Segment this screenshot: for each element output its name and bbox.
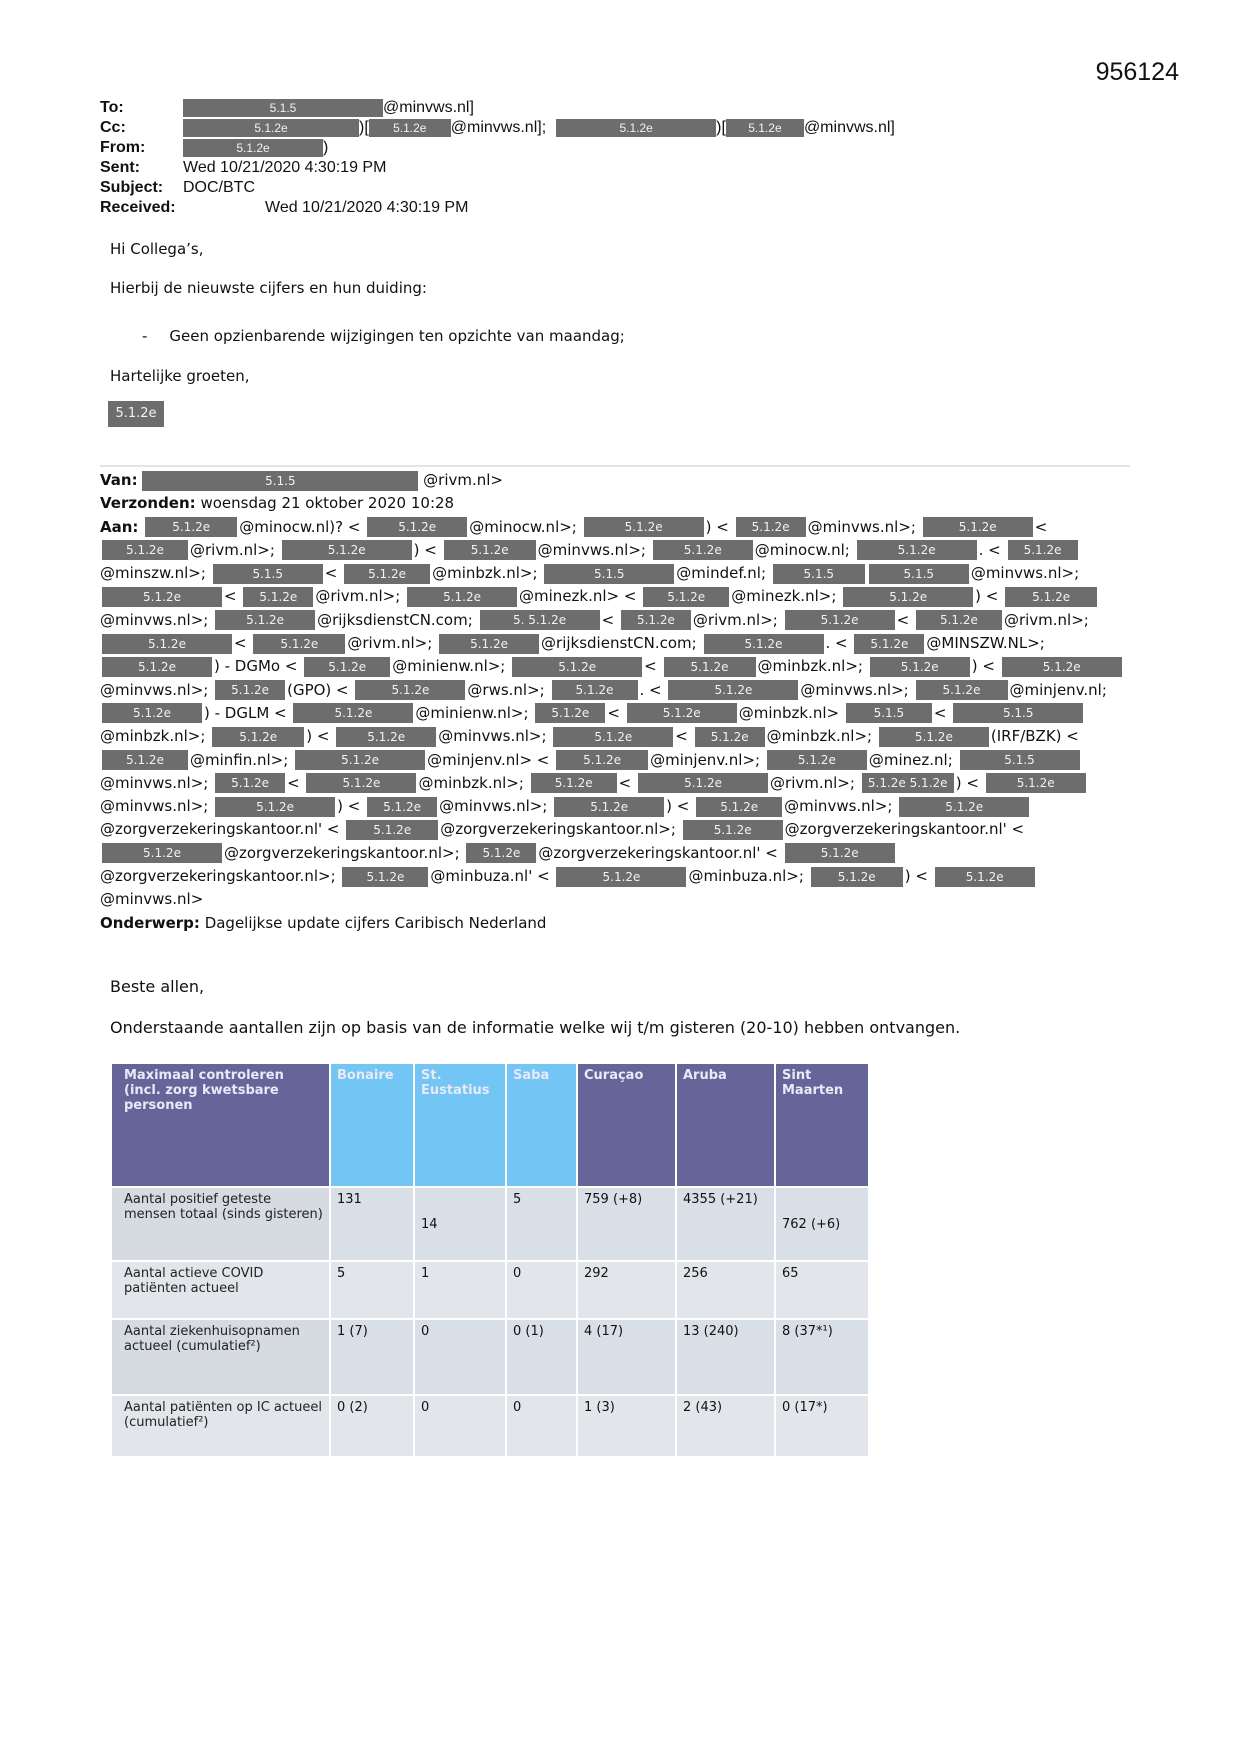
onderwerp-value: Dagelijkse update cijfers Caribisch Nederland	[204, 913, 547, 932]
redaction: 5.1.2e	[870, 657, 970, 677]
recipient-address: @minvws.nl>;	[100, 680, 209, 699]
redaction: 5.1.2e	[843, 587, 973, 607]
van-row	[100, 469, 1140, 492]
table-cell: 14	[414, 1187, 506, 1261]
redaction: 5.1.2e	[556, 119, 716, 137]
recipient-address: <	[607, 703, 620, 722]
redaction: 5.1.2e	[899, 797, 1029, 817]
redaction: 5.1.2e	[466, 843, 536, 863]
redaction: 5.1.2e	[367, 797, 437, 817]
recipient-address: @minvws.nl>;	[784, 797, 893, 816]
cc-label: Cc:	[100, 119, 126, 136]
recipient-address: @minbuza.nl>;	[688, 867, 804, 886]
redaction: 5.1.2e	[212, 727, 304, 747]
redaction: 5.1.2e	[183, 139, 323, 157]
received-row	[100, 198, 895, 218]
recipient-address: @minvws.nl>;	[800, 680, 909, 699]
redaction: 5.1.2e	[923, 517, 1033, 537]
redaction: 5.1.2e	[342, 867, 428, 887]
recipient-address: <	[896, 610, 910, 629]
recipient-address: ) - DGLM <	[204, 703, 287, 722]
redaction: 5.1.2e	[767, 750, 867, 770]
recipient-address: @minvws.nl>;	[439, 797, 548, 816]
redaction: 5.1.2e	[736, 517, 806, 537]
redaction: 5.1.5	[960, 750, 1080, 770]
redaction: 5.1.2e	[916, 680, 1008, 700]
row-label: Aantal positief geteste mensen totaal (sinds gisteren)	[111, 1187, 330, 1261]
table-cell: 8 (37*¹)	[775, 1319, 869, 1395]
recipient-address: <	[618, 773, 632, 792]
table-cell: 4 (17)	[577, 1319, 676, 1395]
recipient-address: <	[224, 587, 237, 606]
recipient-address: @minienw.nl>;	[415, 703, 529, 722]
recipient-address: <	[601, 610, 615, 629]
recipient-address: @rws.nl>;	[467, 680, 545, 699]
to-label: To:	[100, 99, 124, 116]
redaction: 5.1.2e	[704, 634, 824, 654]
redaction: 5.1.2e	[879, 727, 989, 747]
redaction: 5.1.5	[213, 564, 323, 584]
redaction: 5.1.2e	[215, 680, 285, 700]
redaction: 5.1.2e	[857, 540, 977, 560]
subject-row	[100, 178, 895, 198]
sent-label: Sent:	[100, 159, 140, 176]
redaction: 5.1.2e	[369, 119, 451, 137]
recipient-address: @minbzk.nl>;	[432, 564, 538, 583]
recipient-address: @rivm.nl>;	[190, 540, 275, 559]
document-number: 956124	[1095, 58, 1179, 86]
redaction: 5.1.5	[773, 564, 865, 584]
recipient-address: <	[287, 773, 300, 792]
redaction: 5.1.2e	[102, 634, 232, 654]
recipient-address: @minbzk.nl>;	[418, 773, 524, 792]
table-row	[111, 1261, 869, 1319]
table-cell: 292	[577, 1261, 676, 1319]
recipient-address: @zorgverzekeringskantoor.nl' <	[784, 820, 1025, 839]
redaction: 5.1.2e	[145, 517, 237, 537]
recipient-address: @minvws.nl>;	[438, 727, 547, 746]
recipient-address: @minjenv.nl> <	[427, 750, 550, 769]
redaction: 5.1.2e	[653, 540, 753, 560]
recipient-address: @minvws.nl>;	[100, 610, 209, 629]
redaction: 5.1.2e	[986, 773, 1086, 793]
redaction: 5.1.2e	[102, 703, 202, 723]
redaction: 5.1.2e	[253, 634, 345, 654]
redaction: 5.1.2e	[215, 773, 285, 793]
table-cell: 0	[414, 1395, 506, 1457]
redaction: 5.1.2e	[306, 773, 416, 793]
greeting-2: Beste allen,	[110, 977, 205, 996]
redaction: 5.1.5	[142, 471, 418, 491]
forwarded-header	[100, 469, 1140, 935]
redaction: 5.1.2e	[695, 727, 765, 747]
redaction: 5.1.2e	[683, 820, 783, 840]
redaction: 5.1.2e	[531, 773, 617, 793]
recipient-address: @minbzk.nl>;	[757, 657, 863, 676]
recipient-address: @minvws.nl>	[100, 890, 204, 909]
table-row	[111, 1187, 869, 1261]
recipient-address: . <	[978, 540, 1001, 559]
redaction: 5.1.2e 5.1.2e	[862, 773, 954, 793]
subject-label: Subject:	[100, 179, 164, 196]
redaction: 5.1.2e	[102, 750, 188, 770]
recipient-address: @minjenv.nl;	[1009, 680, 1107, 699]
redaction: 5.1.5	[953, 703, 1083, 723]
row-label: Aantal patiënten op IC actueel (cumulatief²)	[111, 1395, 330, 1457]
column-header: Curaçao	[577, 1063, 676, 1187]
recipient-address: @minfin.nl>;	[190, 750, 289, 769]
redaction: 5.1.2e	[282, 540, 412, 560]
redaction: 5.1.2e	[344, 564, 430, 584]
column-header: Sint Maarten	[775, 1063, 869, 1187]
redaction: 5.1.2e	[621, 610, 691, 630]
recipient-address: ) <	[413, 540, 437, 559]
verzonden-row	[100, 492, 1140, 515]
sent-value: Wed 10/21/2020 4:30:19 PM	[183, 159, 387, 176]
recipient-address: @rivm.nl>;	[692, 610, 778, 629]
table-cell: 13 (240)	[676, 1319, 775, 1395]
recipient-address: @minbzk.nl>;	[766, 727, 873, 746]
van-value: @rivm.nl>	[423, 471, 503, 489]
subject-value: DOC/BTC	[183, 179, 255, 196]
signature-redaction: 5.1.2e	[108, 401, 164, 427]
redaction: 5.1.2e	[512, 657, 642, 677]
table-cell: 759 (+8)	[577, 1187, 676, 1261]
table-cell: 0 (1)	[506, 1319, 577, 1395]
aan-label: Aan:	[100, 517, 139, 536]
redaction: 5.1.2e	[295, 750, 425, 770]
received-value: Wed 10/21/2020 4:30:19 PM	[265, 199, 469, 216]
redaction: 5.1.2e	[293, 703, 413, 723]
redaction: 5. 5.1.2e	[480, 610, 600, 630]
redaction: 5.1.2e	[643, 587, 729, 607]
column-header: St. Eustatius	[414, 1063, 506, 1187]
recipient-address: @minvws.nl>;	[537, 540, 646, 559]
recipient-address: @minbzk.nl>	[738, 703, 840, 722]
recipient-address: ) <	[971, 657, 995, 676]
recipient-address: @minvws.nl>;	[100, 773, 209, 792]
column-header: Bonaire	[330, 1063, 414, 1187]
redaction: 5.1.2e	[854, 634, 924, 654]
recipient-address: <	[675, 727, 688, 746]
redaction: 5.1.2e	[102, 843, 222, 863]
redaction: 5.1.2e	[346, 820, 438, 840]
intro-2: Onderstaande aantallen zijn op basis van de informatie welke wij t/m gisteren (20-10) hebben ontvangen.	[110, 1018, 961, 1037]
email-header	[100, 98, 895, 218]
recipient-address: ) <	[975, 587, 999, 606]
redaction: 5.1.2e	[785, 610, 895, 630]
recipient-address: <	[644, 657, 657, 676]
recipient-address: @zorgverzekeringskantoor.nl>;	[224, 843, 460, 862]
redaction: 5.1.2e	[102, 540, 188, 560]
greeting: Hi Collega’s,	[110, 240, 204, 258]
from-row: From: 5.1.2e )	[100, 139, 329, 156]
redaction: 5.1.2e	[935, 867, 1035, 887]
redaction: 5.1.2e	[638, 773, 768, 793]
recipient-address: ) <	[705, 517, 729, 536]
redaction: 5.1.5	[544, 564, 674, 584]
redaction: 5.1.2e	[304, 657, 390, 677]
from-label: From:	[100, 139, 146, 156]
van-label: Van:	[100, 471, 138, 489]
recipient-address: ) <	[337, 797, 361, 816]
redaction: 5.1.2e	[553, 727, 673, 747]
redaction: 5.1.2e	[664, 657, 756, 677]
redaction: 5.1.2e	[444, 540, 536, 560]
redaction: 5.1.2e	[811, 867, 903, 887]
redaction: 5.1.2e	[243, 587, 313, 607]
redaction: 5.1.2e	[1002, 657, 1122, 677]
redaction: 5.1.2e	[336, 727, 436, 747]
redaction: 5.1.2e	[439, 634, 539, 654]
recipient-address: @rijksdienstCN.com;	[317, 610, 473, 629]
separator	[100, 465, 1130, 467]
recipient-address: @rivm.nl>;	[347, 634, 433, 653]
verzonden-label: Verzonden:	[100, 494, 196, 513]
table-cell: 0	[414, 1319, 506, 1395]
recipient-address: @MINSZW.NL>;	[926, 634, 1045, 653]
recipient-address: @rivm.nl>;	[770, 773, 855, 792]
table-cell: 1 (7)	[330, 1319, 414, 1395]
table-cell: 0 (17*)	[775, 1395, 869, 1457]
redaction: 5.1.2e	[407, 587, 517, 607]
table-row	[111, 1395, 869, 1457]
recipient-address: <	[1034, 517, 1048, 536]
recipient-address: <	[933, 703, 947, 722]
recipient-address: . <	[825, 634, 848, 653]
table-cell: 0 (2)	[330, 1395, 414, 1457]
table-cell: 2 (43)	[676, 1395, 775, 1457]
recipient-address: @zorgverzekeringskantoor.nl>;	[440, 820, 676, 839]
table-row	[111, 1319, 869, 1395]
recipient-address: @minvws.nl>;	[807, 517, 916, 536]
table-cell: 131	[330, 1187, 414, 1261]
recipient-address: ) <	[666, 797, 690, 816]
recipient-address: ) - DGMo <	[214, 657, 298, 676]
cc-value-1: @minvws.nl];	[450, 119, 547, 136]
recipient-address: @zorgverzekeringskantoor.nl' <	[538, 843, 778, 862]
column-header: Saba	[506, 1063, 577, 1187]
recipient-address: ) <	[306, 727, 330, 746]
recipient-address: @rijksdienstCN.com;	[541, 634, 697, 653]
table-cell: 1 (3)	[577, 1395, 676, 1457]
recipient-address: . <	[639, 680, 662, 699]
recipient-address: @minvws.nl>;	[100, 797, 209, 816]
recipient-address: @mindef.nl;	[676, 564, 767, 583]
recipient-address: @rivm.nl>;	[315, 587, 401, 606]
row-label: Aantal actieve COVID patiënten actueel	[111, 1261, 330, 1319]
recipient-address: @rivm.nl>;	[1003, 610, 1089, 629]
table-corner-header: Maximaal controleren (incl. zorg kwetsbare personen	[111, 1063, 330, 1187]
table-cell: 0	[506, 1395, 577, 1457]
recipient-address: @minezk.nl> <	[519, 587, 637, 606]
redaction: 5.1.2e	[1005, 587, 1097, 607]
table-cell: 5	[330, 1261, 414, 1319]
table-cell: 0	[506, 1261, 577, 1319]
recipient-address: @zorgverzekeringskantoor.nl' <	[100, 820, 340, 839]
table-cell: 5	[506, 1187, 577, 1261]
to-value: @minvws.nl]	[383, 99, 474, 116]
recipient-address: @minvws.nl>;	[970, 564, 1080, 583]
redaction: 5.1.2e	[627, 703, 737, 723]
column-header: Aruba	[676, 1063, 775, 1187]
to-row	[100, 98, 895, 118]
redaction: 5.1.2e	[102, 657, 212, 677]
redaction: 5.1.2e	[355, 680, 465, 700]
received-label: Received:	[100, 199, 176, 216]
covid-stats-table	[110, 1062, 870, 1458]
table-cell: 256	[676, 1261, 775, 1319]
redaction: 5.1.5	[846, 703, 932, 723]
recipient-address: (IRF/BZK) <	[990, 727, 1079, 746]
redaction: 5.1.2e	[696, 797, 782, 817]
row-label: Aantal ziekenhuisopnamen actueel (cumulatief²)	[111, 1319, 330, 1395]
redaction: 5.1.5	[183, 99, 383, 117]
recipient-address: @minocw.nl)? <	[239, 517, 361, 536]
redaction: 5.1.2e	[102, 587, 222, 607]
recipient-address: @minbuza.nl' <	[430, 867, 550, 886]
cc-value-2: @minvws.nl]	[803, 119, 895, 136]
redaction: 5.1.5	[869, 564, 969, 584]
closing: Hartelijke groeten,	[110, 367, 250, 385]
recipient-address: @minocw.nl;	[754, 540, 850, 559]
recipient-address: @minez.nl;	[868, 750, 953, 769]
bullet-item: - Geen opzienbarende wijzigingen ten opzichte van maandag;	[142, 327, 625, 345]
onderwerp-label: Onderwerp:	[100, 913, 200, 932]
recipient-address: @zorgverzekeringskantoor.nl>;	[100, 867, 336, 886]
redaction: 5.1.2e	[183, 119, 359, 137]
recipient-address: @minjenv.nl>;	[650, 750, 761, 769]
redaction: 5.1.2e	[556, 867, 686, 887]
redaction: 5.1.2e	[556, 750, 648, 770]
onderwerp-row	[100, 912, 1140, 935]
recipient-address: @minszw.nl>;	[100, 564, 206, 583]
redaction: 5.1.2e	[668, 680, 798, 700]
redaction: 5.1.2e	[215, 797, 335, 817]
redaction: 5.1.2e	[1008, 540, 1078, 560]
redaction: 5.1.2e	[726, 119, 804, 137]
recipient-address: <	[324, 564, 338, 583]
table-cell: 762 (+6)	[775, 1187, 869, 1261]
aan-recipients	[100, 516, 1130, 912]
table-cell: 1	[414, 1261, 506, 1319]
intro-text: Hierbij de nieuwste cijfers en hun duiding:	[110, 279, 427, 297]
table-cell: 65	[775, 1261, 869, 1319]
sent-row	[100, 158, 895, 178]
recipient-address: @minbzk.nl>;	[100, 727, 206, 746]
redaction: 5.1.2e	[584, 517, 704, 537]
recipient-address: @minocw.nl>;	[469, 517, 577, 536]
recipient-address: ) <	[955, 773, 979, 792]
recipient-address: (GPO) <	[287, 680, 349, 699]
redaction: 5.1.2e	[215, 610, 315, 630]
redaction: 5.1.2e	[785, 843, 895, 863]
redaction: 5.1.2e	[367, 517, 467, 537]
table-cell: 4355 (+21)	[676, 1187, 775, 1261]
redaction: 5.1.2e	[535, 703, 605, 723]
redaction: 5.1.2e	[554, 797, 664, 817]
recipient-address: @minienw.nl>;	[392, 657, 506, 676]
redaction: 5.1.2e	[916, 610, 1002, 630]
cc-row: Cc: 5.1.2e )[ 5.1.2e @minvws.nl]; 5.1.2e )[ 5.1.2e @minvws.nl]	[100, 119, 895, 136]
redaction: 5.1.2e	[552, 680, 638, 700]
recipient-address: <	[234, 634, 247, 653]
recipient-address: @minezk.nl>;	[731, 587, 837, 606]
verzonden-value: woensdag 21 oktober 2020 10:28	[200, 494, 455, 513]
recipient-address: ) <	[904, 867, 928, 886]
